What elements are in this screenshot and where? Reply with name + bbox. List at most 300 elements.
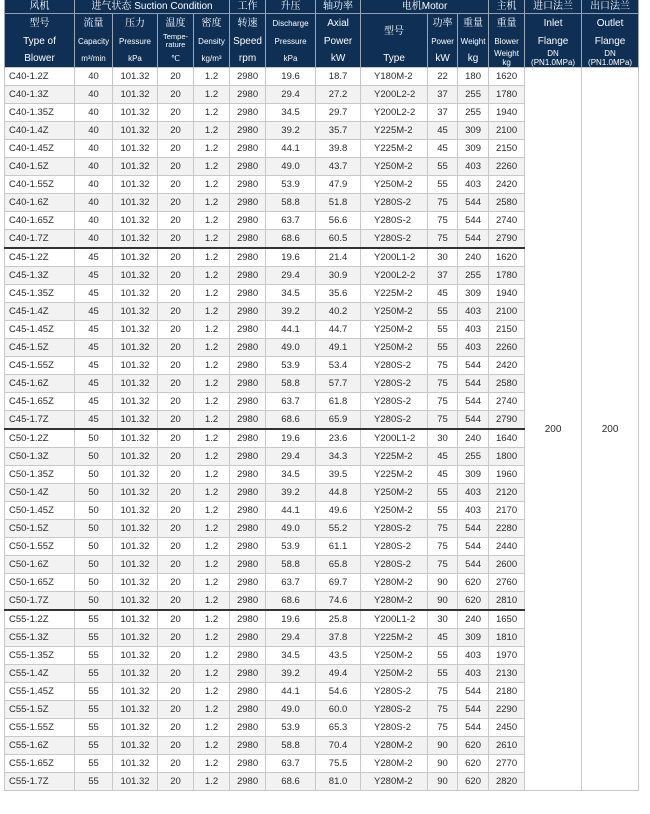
header-axial-en: Axial xyxy=(316,14,361,34)
cell-pressure: 101.32 xyxy=(113,520,158,538)
cell-motor-weight: 403 xyxy=(458,303,489,321)
cell-density: 1.2 xyxy=(194,375,230,393)
cell-model: C55-1.45Z xyxy=(5,683,75,701)
cell-temperature: 20 xyxy=(158,429,194,448)
cell-speed: 2980 xyxy=(230,629,266,647)
cell-model: C45-1.4Z xyxy=(5,303,75,321)
cell-shaft-power: 23.6 xyxy=(316,429,361,448)
cell-motor-power: 75 xyxy=(428,194,458,212)
cell-motor-type: Y280S-2 xyxy=(361,230,428,249)
cell-density: 1.2 xyxy=(194,520,230,538)
cell-density: 1.2 xyxy=(194,339,230,357)
cell-speed: 2980 xyxy=(230,267,266,285)
cell-speed: 2980 xyxy=(230,773,266,791)
cell-blower-weight: 2180 xyxy=(489,683,525,701)
cell-motor-power: 75 xyxy=(428,719,458,737)
cell-speed: 2980 xyxy=(230,393,266,411)
cell-discharge-pressure: 49.0 xyxy=(266,701,316,719)
cell-density: 1.2 xyxy=(194,574,230,592)
cell-shaft-power: 70.4 xyxy=(316,737,361,755)
cell-motor-type: Y225M-2 xyxy=(361,466,428,484)
cell-shaft-power: 18.7 xyxy=(316,68,361,86)
cell-discharge-pressure: 44.1 xyxy=(266,502,316,520)
cell-model: C45-1.65Z xyxy=(5,393,75,411)
cell-speed: 2980 xyxy=(230,321,266,339)
cell-discharge-pressure: 39.2 xyxy=(266,303,316,321)
cell-discharge-pressure: 44.1 xyxy=(266,683,316,701)
cell-discharge-pressure: 19.6 xyxy=(266,429,316,448)
header-pressure-cn: 压力 xyxy=(113,14,158,34)
cell-motor-weight: 403 xyxy=(458,321,489,339)
cell-motor-type: Y225M-2 xyxy=(361,629,428,647)
cell-temperature: 20 xyxy=(158,502,194,520)
cell-speed: 2980 xyxy=(230,466,266,484)
cell-model: C45-1.5Z xyxy=(5,339,75,357)
cell-density: 1.2 xyxy=(194,104,230,122)
cell-blower-weight: 1620 xyxy=(489,248,525,267)
cell-motor-type: Y200L2-2 xyxy=(361,86,428,104)
cell-discharge-pressure: 58.8 xyxy=(266,737,316,755)
cell-discharge-pressure: 34.5 xyxy=(266,466,316,484)
cell-speed: 2980 xyxy=(230,737,266,755)
cell-flow: 50 xyxy=(75,484,113,502)
cell-discharge-pressure: 53.9 xyxy=(266,719,316,737)
cell-blower-weight: 2260 xyxy=(489,158,525,176)
cell-motor-type: Y225M-2 xyxy=(361,285,428,303)
cell-blower-weight: 2420 xyxy=(489,357,525,375)
cell-discharge-pressure: 49.0 xyxy=(266,520,316,538)
table-body xyxy=(5,68,639,791)
cell-blower-weight: 2290 xyxy=(489,701,525,719)
table-row xyxy=(5,68,639,86)
cell-density: 1.2 xyxy=(194,411,230,430)
cell-flow: 55 xyxy=(75,629,113,647)
cell-density: 1.2 xyxy=(194,683,230,701)
cell-motor-power: 90 xyxy=(428,737,458,755)
cell-temperature: 20 xyxy=(158,538,194,556)
cell-density: 1.2 xyxy=(194,484,230,502)
cell-motor-weight: 240 xyxy=(458,610,489,629)
cell-discharge-pressure: 29.4 xyxy=(266,86,316,104)
cell-flow: 55 xyxy=(75,683,113,701)
cell-motor-power: 55 xyxy=(428,665,458,683)
cell-blower-weight: 2580 xyxy=(489,194,525,212)
cell-motor-type: Y280S-2 xyxy=(361,411,428,430)
cell-shaft-power: 37.8 xyxy=(316,629,361,647)
cell-motor-weight: 544 xyxy=(458,538,489,556)
cell-motor-type: Y280M-2 xyxy=(361,737,428,755)
cell-model: C40-1.4Z xyxy=(5,122,75,140)
cell-model: C45-1.6Z xyxy=(5,375,75,393)
cell-motor-power: 37 xyxy=(428,104,458,122)
cell-density: 1.2 xyxy=(194,701,230,719)
cell-model: C50-1.35Z xyxy=(5,466,75,484)
cell-flow: 50 xyxy=(75,448,113,466)
cell-shaft-power: 74.6 xyxy=(316,592,361,611)
cell-motor-type: Y225M-2 xyxy=(361,122,428,140)
cell-motor-type: Y280M-2 xyxy=(361,755,428,773)
cell-flow: 45 xyxy=(75,411,113,430)
cell-blower-weight: 2820 xyxy=(489,773,525,791)
cell-motor-power: 90 xyxy=(428,755,458,773)
cell-shaft-power: 47.9 xyxy=(316,176,361,194)
cell-blower-weight: 1810 xyxy=(489,629,525,647)
cell-model: C55-1.35Z xyxy=(5,647,75,665)
cell-pressure: 101.32 xyxy=(113,158,158,176)
cell-discharge-pressure: 34.5 xyxy=(266,104,316,122)
cell-density: 1.2 xyxy=(194,629,230,647)
cell-flow: 45 xyxy=(75,357,113,375)
cell-motor-power: 75 xyxy=(428,411,458,430)
cell-model: C55-1.65Z xyxy=(5,755,75,773)
cell-motor-weight: 620 xyxy=(458,755,489,773)
cell-motor-power: 55 xyxy=(428,502,458,520)
cell-pressure: 101.32 xyxy=(113,592,158,611)
cell-motor-power: 90 xyxy=(428,574,458,592)
cell-temperature: 20 xyxy=(158,683,194,701)
cell-shaft-power: 61.1 xyxy=(316,538,361,556)
cell-pressure: 101.32 xyxy=(113,248,158,267)
cell-model: C45-1.45Z xyxy=(5,321,75,339)
cell-discharge-pressure: 49.0 xyxy=(266,158,316,176)
cell-density: 1.2 xyxy=(194,285,230,303)
cell-shaft-power: 56.6 xyxy=(316,212,361,230)
cell-density: 1.2 xyxy=(194,429,230,448)
header-power-en: Power xyxy=(316,33,361,49)
cell-flow: 40 xyxy=(75,212,113,230)
cell-pressure: 101.32 xyxy=(113,140,158,158)
cell-speed: 2980 xyxy=(230,429,266,448)
cell-motor-type: Y280M-2 xyxy=(361,592,428,611)
header-weight-cn: 重量 xyxy=(458,14,489,34)
cell-shaft-power: 40.2 xyxy=(316,303,361,321)
cell-motor-weight: 309 xyxy=(458,140,489,158)
cell-flow: 40 xyxy=(75,194,113,212)
cell-density: 1.2 xyxy=(194,303,230,321)
cell-speed: 2980 xyxy=(230,104,266,122)
cell-model: C45-1.55Z xyxy=(5,357,75,375)
cell-motor-type: Y250M-2 xyxy=(361,176,428,194)
cell-flow: 55 xyxy=(75,719,113,737)
cell-pressure: 101.32 xyxy=(113,122,158,140)
cell-flow: 55 xyxy=(75,755,113,773)
cell-discharge-pressure: 34.5 xyxy=(266,647,316,665)
cell-shaft-power: 81.0 xyxy=(316,773,361,791)
cell-motor-power: 90 xyxy=(428,773,458,791)
cell-model: C50-1.2Z xyxy=(5,429,75,448)
cell-density: 1.2 xyxy=(194,466,230,484)
cell-speed: 2980 xyxy=(230,285,266,303)
header-inlet-dn: DN (PN1.0MPa) xyxy=(525,49,582,68)
blower-spec-table xyxy=(4,0,639,791)
cell-model: C55-1.7Z xyxy=(5,773,75,791)
cell-temperature: 20 xyxy=(158,122,194,140)
cell-motor-weight: 255 xyxy=(458,267,489,285)
header-inlet-flange-en: Flange xyxy=(525,33,582,49)
header-pressure-rise-cn: 升压 xyxy=(266,0,316,14)
cell-pressure: 101.32 xyxy=(113,629,158,647)
cell-flow: 45 xyxy=(75,393,113,411)
cell-model: C45-1.7Z xyxy=(5,411,75,430)
cell-density: 1.2 xyxy=(194,556,230,574)
cell-blower-weight: 1800 xyxy=(489,448,525,466)
cell-blower-weight: 1970 xyxy=(489,647,525,665)
cell-discharge-pressure: 58.8 xyxy=(266,556,316,574)
cell-blower-weight: 2580 xyxy=(489,375,525,393)
cell-discharge-pressure: 58.8 xyxy=(266,375,316,393)
cell-flow: 45 xyxy=(75,339,113,357)
cell-motor-type: Y280S-2 xyxy=(361,538,428,556)
cell-shaft-power: 49.6 xyxy=(316,502,361,520)
cell-density: 1.2 xyxy=(194,230,230,249)
cell-density: 1.2 xyxy=(194,248,230,267)
cell-shaft-power: 43.7 xyxy=(316,158,361,176)
cell-temperature: 20 xyxy=(158,411,194,430)
header-outlet-dn: DN (PN1.0MPa) xyxy=(582,49,639,68)
cell-flow: 45 xyxy=(75,267,113,285)
header-shaft-power-cn: 轴功率 xyxy=(316,0,361,14)
header-outlet-en: Outlet xyxy=(582,14,639,34)
cell-flow: 55 xyxy=(75,701,113,719)
cell-motor-weight: 544 xyxy=(458,194,489,212)
cell-model: C45-1.3Z xyxy=(5,267,75,285)
cell-motor-weight: 620 xyxy=(458,773,489,791)
cell-blower-weight: 1620 xyxy=(489,68,525,86)
cell-discharge-pressure: 49.0 xyxy=(266,339,316,357)
cell-motor-type: Y250M-2 xyxy=(361,502,428,520)
cell-shaft-power: 61.8 xyxy=(316,393,361,411)
cell-speed: 2980 xyxy=(230,140,266,158)
cell-motor-power: 55 xyxy=(428,321,458,339)
cell-flow: 45 xyxy=(75,303,113,321)
cell-speed: 2980 xyxy=(230,647,266,665)
cell-motor-weight: 403 xyxy=(458,339,489,357)
cell-density: 1.2 xyxy=(194,122,230,140)
cell-motor-type: Y200L1-2 xyxy=(361,248,428,267)
header-motor-model-cn: 型号 xyxy=(361,14,428,50)
cell-shaft-power: 49.4 xyxy=(316,665,361,683)
cell-blower-weight: 2120 xyxy=(489,484,525,502)
cell-flow: 40 xyxy=(75,68,113,86)
table-header xyxy=(5,0,639,68)
cell-flow: 50 xyxy=(75,556,113,574)
cell-blower-weight: 1940 xyxy=(489,104,525,122)
cell-temperature: 20 xyxy=(158,755,194,773)
cell-model: C55-1.6Z xyxy=(5,737,75,755)
cell-density: 1.2 xyxy=(194,592,230,611)
cell-density: 1.2 xyxy=(194,267,230,285)
cell-pressure: 101.32 xyxy=(113,556,158,574)
cell-pressure: 101.32 xyxy=(113,574,158,592)
header-pressure-unit: kPa xyxy=(113,49,158,68)
header-discharge-en: Discharge xyxy=(266,14,316,34)
cell-speed: 2980 xyxy=(230,357,266,375)
cell-model: C55-1.5Z xyxy=(5,701,75,719)
header-temperature-en: Tempe- rature xyxy=(158,33,194,49)
cell-blower-weight: 2100 xyxy=(489,122,525,140)
header-main-blower-en: Blower xyxy=(489,33,525,49)
cell-speed: 2980 xyxy=(230,683,266,701)
cell-temperature: 20 xyxy=(158,484,194,502)
cell-motor-type: Y250M-2 xyxy=(361,321,428,339)
cell-motor-type: Y280S-2 xyxy=(361,520,428,538)
header-motor-weight-unit: kg xyxy=(458,49,489,68)
cell-speed: 2980 xyxy=(230,158,266,176)
cell-speed: 2980 xyxy=(230,719,266,737)
cell-discharge-pressure: 44.1 xyxy=(266,140,316,158)
cell-pressure: 101.32 xyxy=(113,647,158,665)
cell-temperature: 20 xyxy=(158,339,194,357)
cell-model: C50-1.7Z xyxy=(5,592,75,611)
cell-motor-power: 75 xyxy=(428,212,458,230)
cell-temperature: 20 xyxy=(158,303,194,321)
cell-motor-type: Y180M-2 xyxy=(361,68,428,86)
cell-motor-weight: 620 xyxy=(458,574,489,592)
cell-motor-power: 45 xyxy=(428,140,458,158)
cell-model: C45-1.35Z xyxy=(5,285,75,303)
cell-motor-type: Y250M-2 xyxy=(361,303,428,321)
cell-motor-type: Y200L1-2 xyxy=(361,429,428,448)
cell-shaft-power: 30.9 xyxy=(316,267,361,285)
cell-temperature: 20 xyxy=(158,665,194,683)
cell-pressure: 101.32 xyxy=(113,484,158,502)
cell-shaft-power: 34.3 xyxy=(316,448,361,466)
cell-temperature: 20 xyxy=(158,647,194,665)
cell-temperature: 20 xyxy=(158,321,194,339)
cell-temperature: 20 xyxy=(158,592,194,611)
cell-speed: 2980 xyxy=(230,538,266,556)
cell-pressure: 101.32 xyxy=(113,502,158,520)
header-inlet-flange-cn: 进口法兰 xyxy=(525,0,582,14)
cell-flow: 40 xyxy=(75,122,113,140)
header-main-unit-cn: 主机 xyxy=(489,0,525,14)
cell-flow: 50 xyxy=(75,574,113,592)
cell-speed: 2980 xyxy=(230,592,266,611)
header-type-of-en: Type of xyxy=(5,33,75,49)
cell-model: C50-1.5Z xyxy=(5,520,75,538)
cell-temperature: 20 xyxy=(158,773,194,791)
cell-motor-power: 22 xyxy=(428,68,458,86)
cell-temperature: 20 xyxy=(158,520,194,538)
header-discharge-unit: kPa xyxy=(266,49,316,68)
header-motor: 电机Motor xyxy=(361,0,489,14)
cell-discharge-pressure: 19.6 xyxy=(266,610,316,629)
cell-temperature: 20 xyxy=(158,285,194,303)
cell-blower-weight: 2610 xyxy=(489,737,525,755)
cell-motor-power: 37 xyxy=(428,86,458,104)
cell-shaft-power: 25.8 xyxy=(316,610,361,629)
cell-discharge-pressure: 63.7 xyxy=(266,755,316,773)
cell-model: C50-1.55Z xyxy=(5,538,75,556)
cell-shaft-power: 35.6 xyxy=(316,285,361,303)
cell-motor-power: 45 xyxy=(428,122,458,140)
cell-model: C40-1.45Z xyxy=(5,140,75,158)
cell-discharge-pressure: 68.6 xyxy=(266,592,316,611)
cell-blower-weight: 2420 xyxy=(489,176,525,194)
cell-discharge-pressure: 29.4 xyxy=(266,448,316,466)
cell-blower-weight: 1640 xyxy=(489,429,525,448)
cell-speed: 2980 xyxy=(230,176,266,194)
cell-motor-weight: 620 xyxy=(458,737,489,755)
cell-density: 1.2 xyxy=(194,665,230,683)
cell-pressure: 101.32 xyxy=(113,321,158,339)
cell-shaft-power: 39.5 xyxy=(316,466,361,484)
cell-speed: 2980 xyxy=(230,230,266,249)
cell-model: C55-1.4Z xyxy=(5,665,75,683)
cell-temperature: 20 xyxy=(158,629,194,647)
cell-temperature: 20 xyxy=(158,176,194,194)
cell-speed: 2980 xyxy=(230,484,266,502)
cell-density: 1.2 xyxy=(194,502,230,520)
cell-temperature: 20 xyxy=(158,248,194,267)
cell-motor-weight: 309 xyxy=(458,285,489,303)
cell-flow: 45 xyxy=(75,321,113,339)
cell-motor-power: 75 xyxy=(428,520,458,538)
cell-pressure: 101.32 xyxy=(113,610,158,629)
cell-temperature: 20 xyxy=(158,68,194,86)
cell-motor-power: 55 xyxy=(428,339,458,357)
cell-blower-weight: 2770 xyxy=(489,755,525,773)
cell-speed: 2980 xyxy=(230,448,266,466)
cell-density: 1.2 xyxy=(194,68,230,86)
cell-motor-type: Y250M-2 xyxy=(361,158,428,176)
cell-discharge-pressure: 68.6 xyxy=(266,411,316,430)
header-main-weight-cn: 重量 xyxy=(489,14,525,34)
cell-model: C50-1.45Z xyxy=(5,502,75,520)
cell-motor-type: Y280S-2 xyxy=(361,194,428,212)
cell-motor-power: 37 xyxy=(428,267,458,285)
cell-temperature: 20 xyxy=(158,86,194,104)
cell-motor-weight: 544 xyxy=(458,556,489,574)
cell-speed: 2980 xyxy=(230,212,266,230)
cell-motor-type: Y280S-2 xyxy=(361,375,428,393)
cell-motor-type: Y280S-2 xyxy=(361,556,428,574)
header-motor-type-en: Type xyxy=(361,49,428,68)
cell-pressure: 101.32 xyxy=(113,375,158,393)
cell-temperature: 20 xyxy=(158,466,194,484)
cell-motor-weight: 180 xyxy=(458,68,489,86)
cell-flow: 40 xyxy=(75,158,113,176)
header-motor-weight-en: Weight xyxy=(458,33,489,49)
cell-motor-weight: 544 xyxy=(458,520,489,538)
cell-motor-type: Y280M-2 xyxy=(361,574,428,592)
cell-motor-weight: 309 xyxy=(458,629,489,647)
cell-blower-weight: 2600 xyxy=(489,556,525,574)
cell-pressure: 101.32 xyxy=(113,212,158,230)
cell-blower-weight: 2170 xyxy=(489,502,525,520)
header-temp-cn: 温度 xyxy=(158,14,194,34)
cell-discharge-pressure: 39.2 xyxy=(266,665,316,683)
cell-motor-weight: 403 xyxy=(458,176,489,194)
cell-shaft-power: 60.0 xyxy=(316,701,361,719)
cell-model: C55-1.2Z xyxy=(5,610,75,629)
cell-speed: 2980 xyxy=(230,68,266,86)
cell-speed: 2980 xyxy=(230,339,266,357)
cell-shaft-power: 44.8 xyxy=(316,484,361,502)
header-density-cn: 密度 xyxy=(194,14,230,34)
cell-density: 1.2 xyxy=(194,158,230,176)
cell-blower-weight: 2280 xyxy=(489,520,525,538)
cell-pressure: 101.32 xyxy=(113,357,158,375)
cell-model: C40-1.3Z xyxy=(5,86,75,104)
cell-discharge-pressure: 29.4 xyxy=(266,267,316,285)
cell-shaft-power: 75.5 xyxy=(316,755,361,773)
cell-motor-power: 75 xyxy=(428,701,458,719)
cell-motor-power: 55 xyxy=(428,647,458,665)
cell-temperature: 20 xyxy=(158,194,194,212)
cell-speed: 2980 xyxy=(230,122,266,140)
cell-temperature: 20 xyxy=(158,393,194,411)
